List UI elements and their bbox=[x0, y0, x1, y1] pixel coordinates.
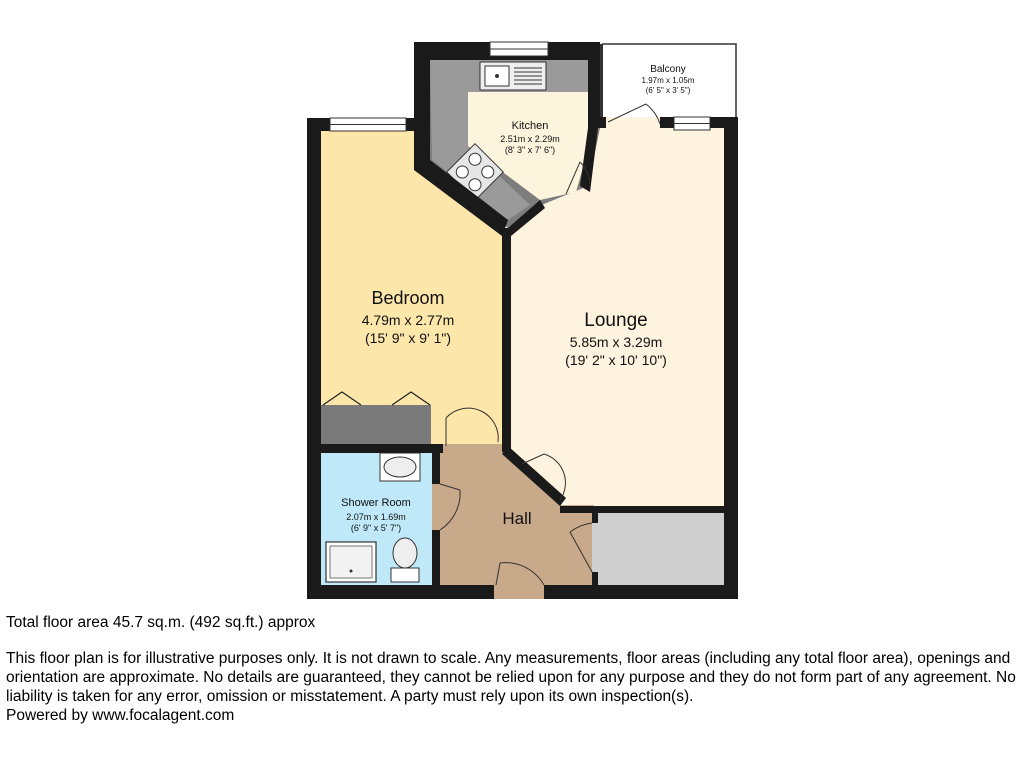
toilet-icon bbox=[391, 538, 419, 582]
lounge-name: Lounge bbox=[584, 310, 648, 331]
bedroom-metric: 4.79m x 2.77m bbox=[361, 312, 455, 328]
kitchen-imperial: (8' 3" x 7' 6") bbox=[504, 145, 556, 155]
store-cupboard bbox=[598, 512, 724, 585]
sink-icon bbox=[480, 62, 546, 90]
shower-room-name: Shower Room bbox=[341, 497, 411, 509]
kitchen-name: Kitchen bbox=[511, 120, 549, 132]
shower-tray-icon bbox=[326, 542, 376, 582]
total-floor-area: Total floor area 45.7 sq.m. (492 sq.ft.) approx bbox=[6, 614, 316, 631]
powered-by-text: Powered by www.focalagent.com bbox=[6, 707, 235, 724]
balcony-metric: 1.97m x 1.05m bbox=[641, 76, 695, 85]
lounge-imperial: (19' 2" x 10' 10") bbox=[565, 352, 667, 368]
basin-icon bbox=[380, 453, 420, 481]
shower-room-metric: 2.07m x 1.69m bbox=[346, 512, 406, 522]
lounge-metric: 5.85m x 3.29m bbox=[569, 334, 663, 350]
balcony-imperial: (6' 5" x 3' 5") bbox=[645, 86, 691, 95]
hall-name: Hall bbox=[502, 509, 532, 528]
balcony-name: Balcony bbox=[650, 64, 686, 75]
disclaimer-text: This floor plan is for illustrative purposes only. It is not drawn to scale. Any measurements, floor areas (including any total floor area), openings and orientation are approximate. No details are guaranteed, they cannot be relied upon for any purpose and they do not form part of any agreement. No liability is taken for any error, omission or misstatement. A party must rely upon its own inspection(s). bbox=[6, 650, 1016, 705]
kitchen-metric: 2.51m x 2.29m bbox=[500, 134, 560, 144]
shower-room-imperial: (6' 9" x 5' 7") bbox=[350, 523, 402, 533]
bedroom-imperial: (15' 9" x 9' 1") bbox=[364, 330, 452, 346]
bedroom-name: Bedroom bbox=[371, 288, 445, 308]
